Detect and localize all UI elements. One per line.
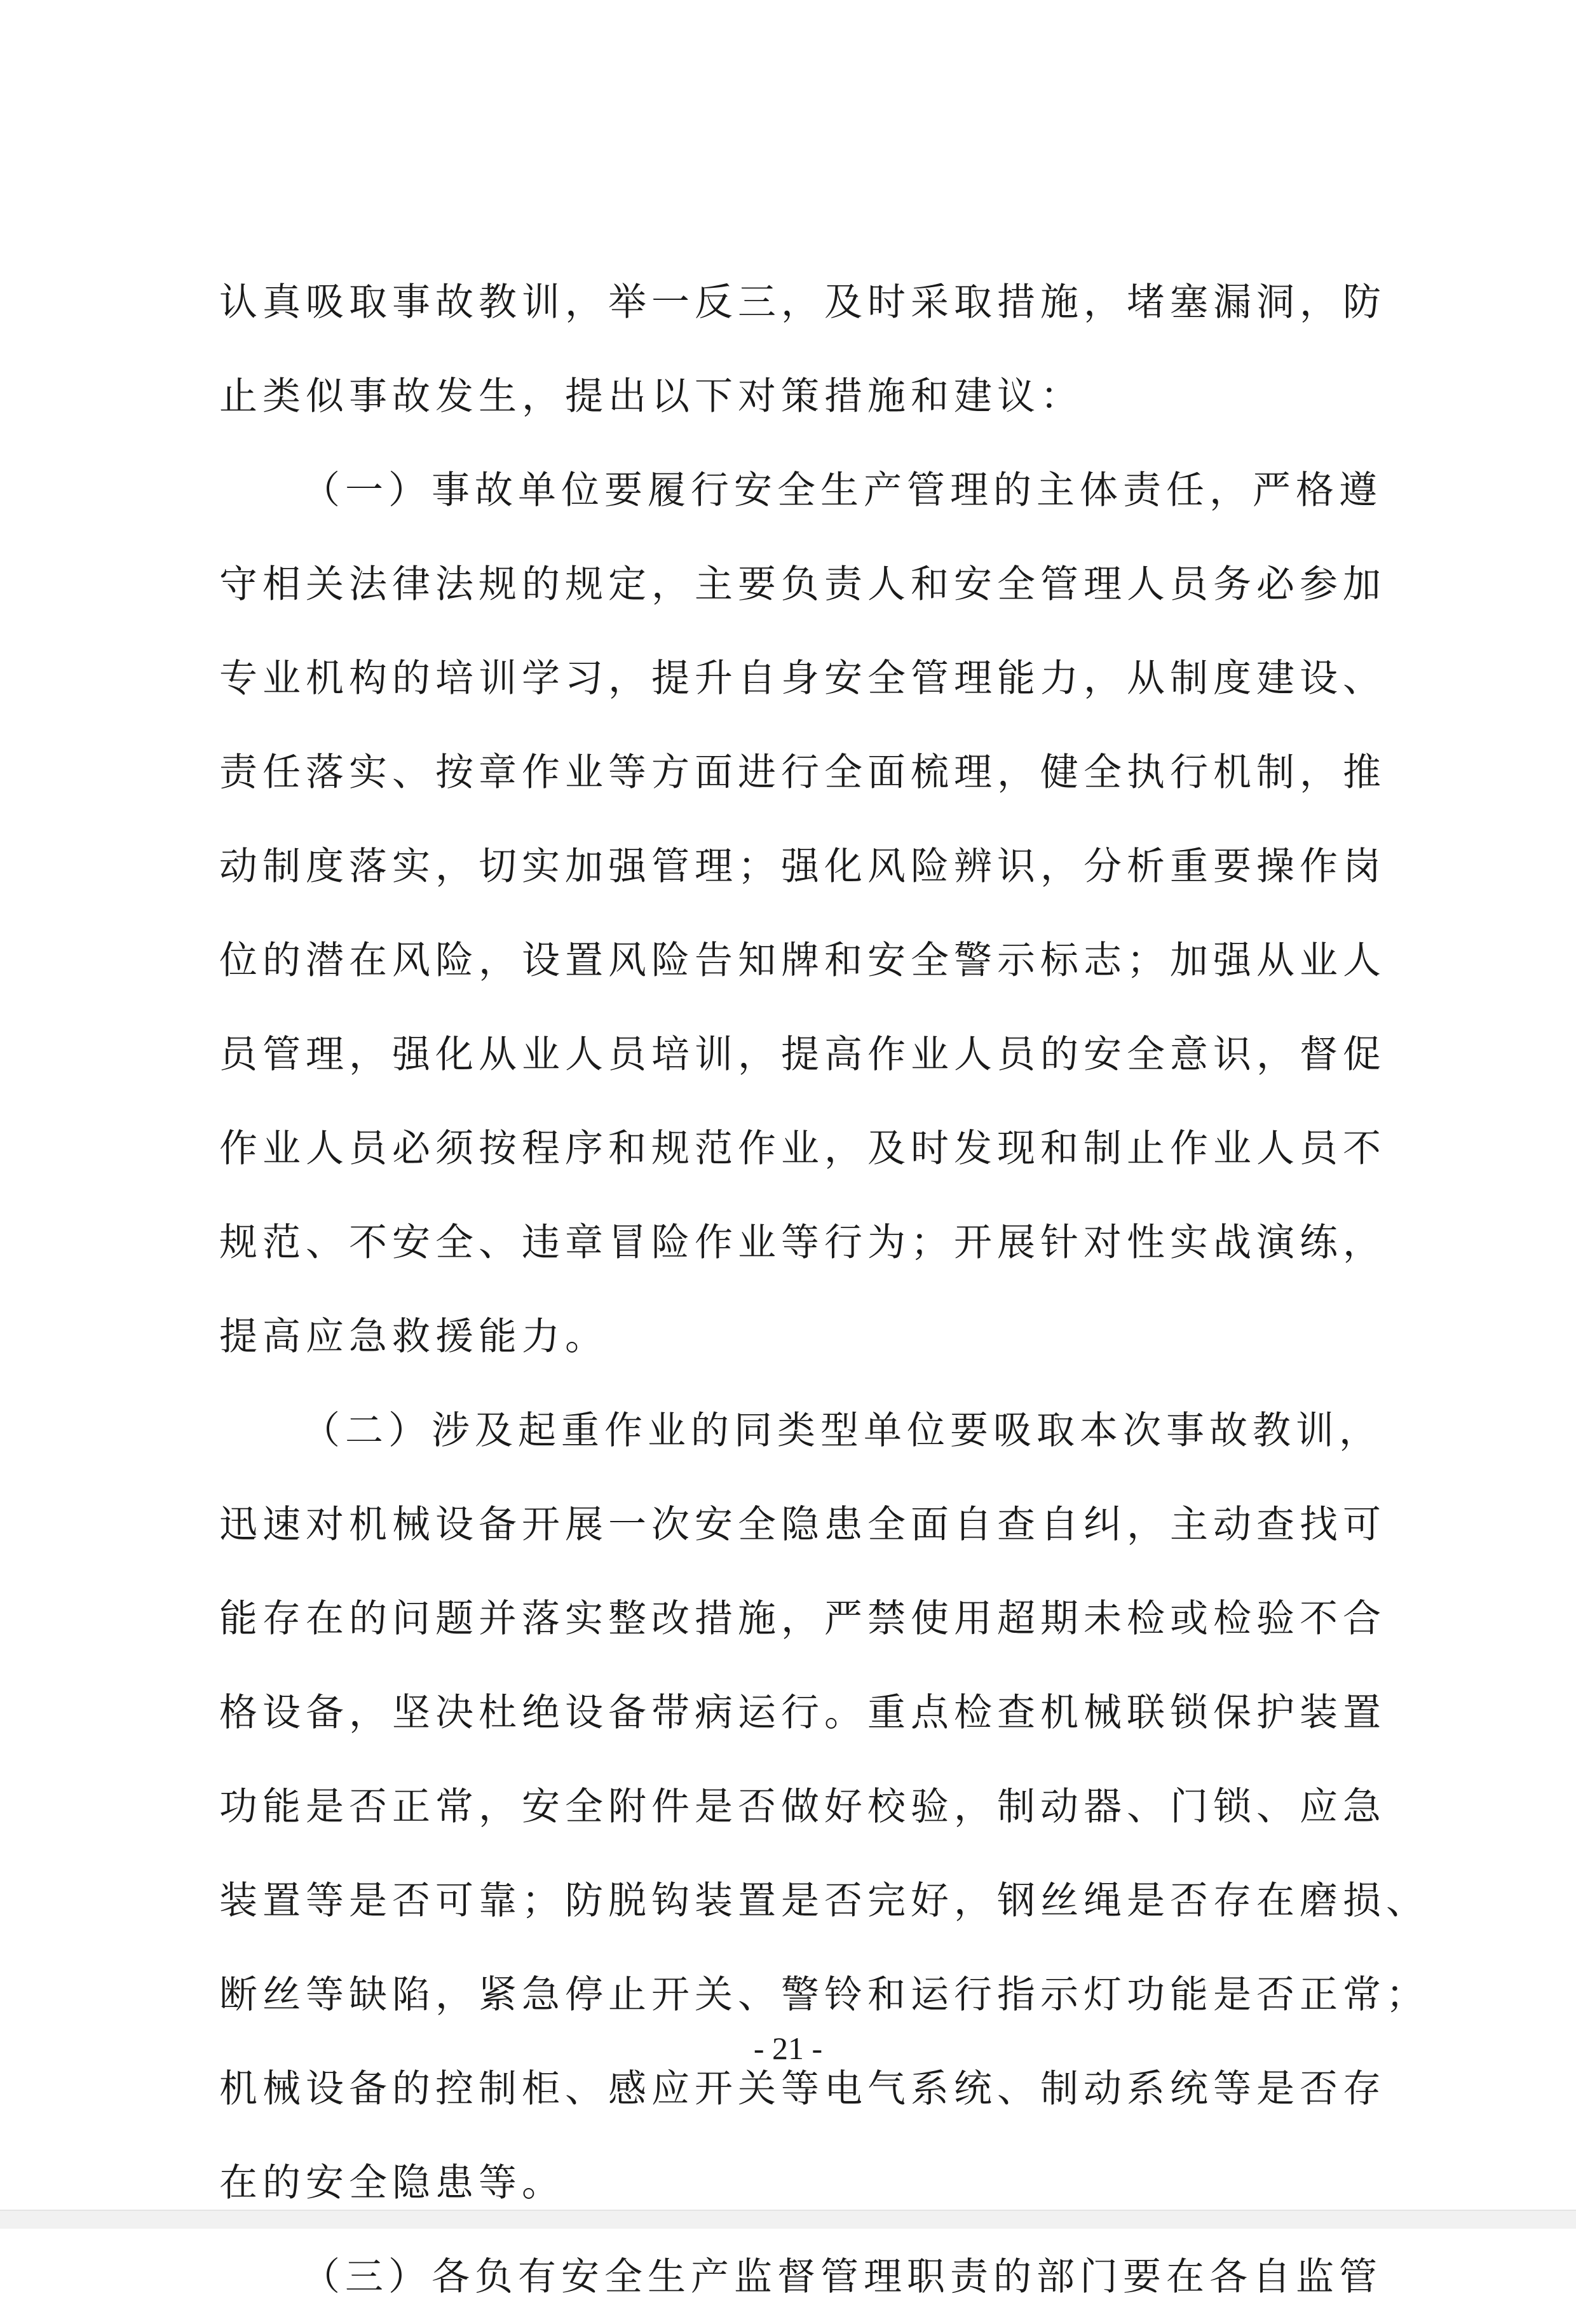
text-line: 在的安全隐患等。: [219, 2161, 565, 2205]
paragraph-1-first-line: （一）事故单位要履行安全生产管理的主体责任，严格遵: [302, 468, 1382, 513]
paragraph-3-first-line: （三）各负有安全生产监督管理职责的部门要在各自监管: [302, 2255, 1382, 2299]
scan-bottom-edge: [0, 2210, 1576, 2229]
text-line: 能存在的问题并落实整改措施，严禁使用超期未检或检验不合: [219, 1597, 1386, 1641]
text-line: 功能是否正常，安全附件是否做好校验，制动器、门锁、应急: [219, 1785, 1386, 1829]
text-line: 格设备，坚决杜绝设备带病运行。重点检查机械联锁保护装置: [219, 1691, 1386, 1735]
text-line: 装置等是否可靠；防脱钩装置是否完好，钢丝绳是否存在磨损、: [219, 1879, 1429, 1923]
text-line: 专业机构的培训学习，提升自身安全管理能力，从制度建设、: [219, 656, 1386, 701]
page-number: - 21 -: [753, 2030, 823, 2066]
text-line: 机械设备的控制柜、感应开关等电气系统、制动系统等是否存: [219, 2067, 1386, 2111]
text-line: 断丝等缺陷，紧急停止开关、警铃和运行指示灯功能是否正常；: [219, 1973, 1429, 2017]
paragraph-2-first-line: （二）涉及起重作业的同类型单位要吸取本次事故教训，: [302, 1409, 1382, 1453]
body-text: [219, 255, 1429, 2324]
text-line: 提高应急救援能力。: [219, 1314, 608, 1359]
text-line: 责任落实、按章作业等方面进行全面梳理，健全执行机制，推: [219, 750, 1386, 795]
text-line: 动制度落实，切实加强管理；强化风险辨识，分析重要操作岗: [219, 844, 1386, 889]
text-line: 作业人员必须按程序和规范作业，及时发现和制止作业人员不: [219, 1126, 1386, 1171]
text-line: 员管理，强化从业人员培训，提高作业人员的安全意识，督促: [219, 1032, 1386, 1077]
text-line: 守相关法律法规的规定，主要负责人和安全管理人员务必参加: [219, 562, 1386, 607]
text-line: 位的潜在风险，设置风险告知牌和安全警示标志；加强从业人: [219, 938, 1386, 983]
text-line: 规范、不安全、违章冒险作业等行为；开展针对性实战演练，: [219, 1220, 1386, 1265]
text-line: 认真吸取事故教训，举一反三，及时采取措施，堵塞漏洞，防: [219, 280, 1386, 325]
text-line: 止类似事故发生，提出以下对策措施和建议：: [219, 374, 1084, 419]
text-line: 迅速对机械设备开展一次安全隐患全面自查自纠，主动查找可: [219, 1503, 1386, 1547]
